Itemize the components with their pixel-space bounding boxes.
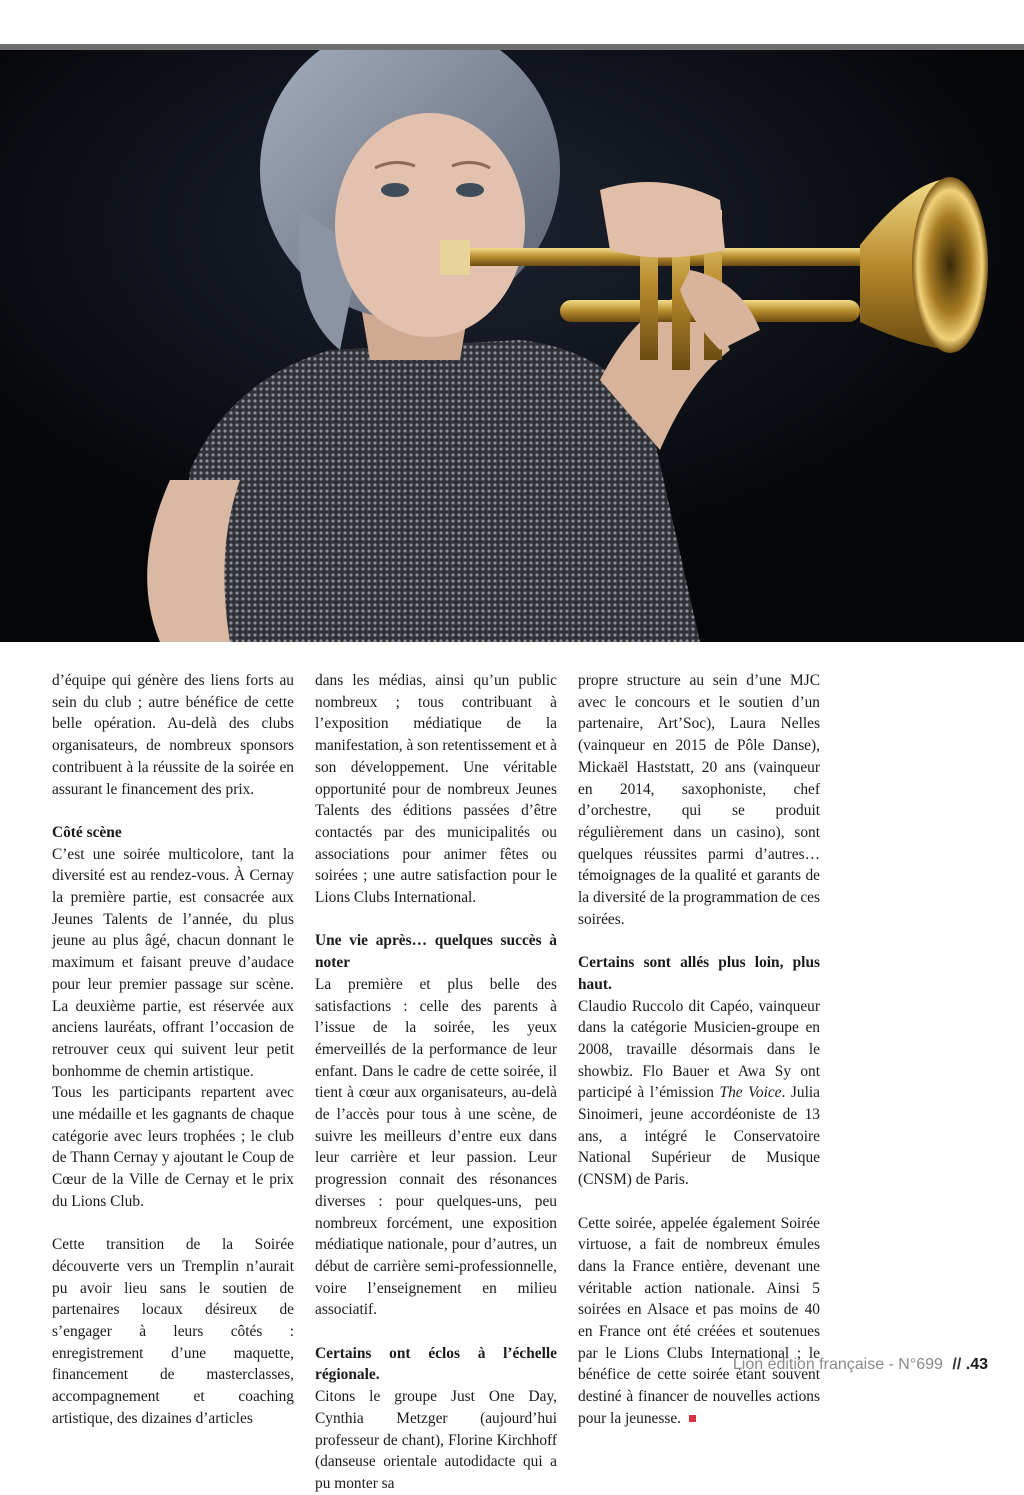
paragraph-text: Cette soirée, appelée également Soirée virtuose, a fait de nombreux émules dans la France entière, devenant une véritable action nationale. Ainsi 5 soirées en Alsace et pas moins de 40 en France ont été créées et soutenues par le Lions Clubs International ; le bénéfice de cette soirée étant souvent destiné à financer de nouvelles actions pour la jeunesse.	[578, 1214, 820, 1427]
section-heading: Certains ont éclos à l’échelle régionale.	[315, 1344, 557, 1384]
text-column-3	[578, 670, 820, 1430]
show-title: The Voice	[719, 1084, 782, 1102]
paragraph: d’équipe qui génère des liens forts au sein du club ; autre bénéfice de cette belle opération. Au-delà des clubs organisateurs, de nombreux sponsors contribuent à la réussite de la soirée en assurant le financement des prix.	[52, 672, 294, 798]
section-heading: Côté scène	[52, 823, 122, 841]
paragraph-text: . Julia Sinoimeri, jeune accordéoniste de 13 ans, a intégré le Conservatoire National Supérieur de Musique (CNSM) de Paris.	[578, 1084, 821, 1189]
hero-photo	[0, 50, 1024, 642]
text-column-1	[52, 670, 294, 1430]
paragraph	[578, 996, 820, 1191]
section-heading: Une vie après… quelques succès à noter	[315, 932, 557, 972]
paragraph: La première et plus belle des satisfactions : celle des parents à l’issue de la soirée, les yeux émerveillés de la performance de leur enfant. Dans le cadre de cette soirée, il tient à cœur aux organisateurs, au-delà de l’accès pour tous à une scène, de suivre les meilleurs d’entre eux dans leur carrière et leur passion. Leur progression connait des résonances diverses : pour quelques-uns, peu nombreux forcément, une exposition médiatique nationale, pour d’autres, un début de carrière semi-professionnelle, voire l’enseignement en milieu associatif.	[315, 975, 557, 1319]
page-footer	[733, 1356, 988, 1374]
paragraph: dans les médias, ainsi qu’un public nombreux ; tous contribuant à l’exposition médiatique de la manifestation, à son retentissement et à son développement. Une véritable opportunité pour de nombreux Jeunes Talents des éditions passées d’être contactés par des municipalités ou associations pour animer fêtes ou soirées ; une autre satisfaction pour le Lions Clubs International.	[315, 672, 557, 907]
text-column-2	[315, 670, 557, 1495]
paragraph	[578, 1213, 820, 1430]
section-heading: Certains sont allés plus loin, plus haut.	[578, 954, 820, 993]
paragraph: Citons le groupe Just One Day, Cynthia Metzger (aujourd’hui professeur de chant), Florine Kirchhoff (danseuse orientale autodidacte qui a pu monter sa	[315, 1388, 557, 1492]
paragraph: C’est une soirée multicolore, tant la diversité est au rendez-vous. À Cernay la première partie, est consacrée aux Jeunes Talents de l’année, du plus jeune au plus âgé, chacun donnant le maximum et faisant preuve d’audace pour leur premier passage sur scène. La deuxième partie, est réservée aux anciens lauréats, offrant l’occasion de retrouver ceux qui suivent leur petit bonhomme de chemin artistique.	[52, 845, 294, 1080]
magazine-issue: Lion édition française - N°699	[732, 1356, 943, 1373]
footer-separator: //	[952, 1356, 962, 1373]
trumpet-player-illustration	[0, 50, 1024, 642]
paragraph: Tous les participants repartent avec une médaille et les gagnants de chaque catégorie avec leurs trophées ; le club de Thann Cernay y ajoutant le Coup de Cœur de la Ville de Cernay et le prix du Lions Club.	[52, 1084, 294, 1210]
paragraph: Cette transition de la Soirée découverte vers un Tremplin n’aurait pu avoir lieu sans le soutien de partenaires locaux désireux de s’engager à leurs côtés : enregistrement d’une maquette, financement de masterclasses, accompagnement et coaching artistique, des dizaines d’articles	[52, 1236, 294, 1427]
paragraph: propre structure au sein d’une MJC avec le concours et le soutien d’un partenaire, Art’Soc), Laura Nelles (vainqueur en 2015 de Pôle Danse), Mickaël Haststatt, 20 ans (vainqueur en 2014, saxophoniste, chef d’orchestre, qui se produit régulièrement dans un casino), sont quelques réussites parmi d’autres… témoignages de la qualité et garants de la diversité de la programmation de ces soirées.	[578, 672, 820, 928]
paragraph-text: Claudio Ruccolo dit Capéo, vainqueur dans la catégorie Musicien-groupe en 2008, travaille désormais dans le showbiz. Flo Bauer et Awa Sy ont participé à l’émission	[578, 997, 820, 1102]
page-number: .43	[965, 1356, 988, 1373]
end-of-article-mark	[689, 1415, 696, 1422]
